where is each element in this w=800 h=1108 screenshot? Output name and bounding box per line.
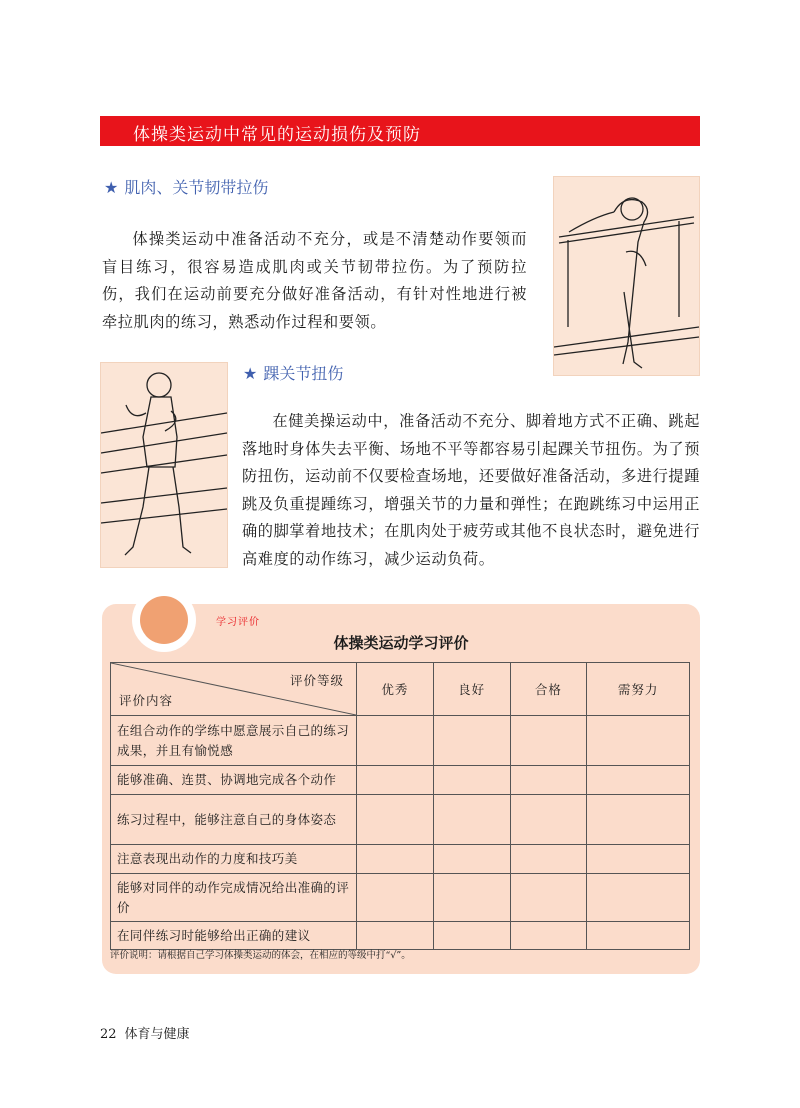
table-row <box>111 845 690 874</box>
row-item: 在组合动作的学练中愿意展示自己的练习成果，并且有愉悦感 <box>111 716 357 766</box>
jumping-illustration <box>100 362 228 568</box>
diagonal-header-cell <box>111 663 357 716</box>
book-title: 体育与健康 <box>124 1027 190 1042</box>
check-cell[interactable] <box>510 716 587 766</box>
check-cell[interactable] <box>587 922 690 950</box>
section-title: 体操类运动中常见的运动损伤及预防 <box>133 125 421 145</box>
check-cell[interactable] <box>357 716 434 766</box>
subheading-text: 踝关节扭伤 <box>263 364 344 383</box>
table-row <box>111 766 690 795</box>
check-cell[interactable] <box>587 874 690 922</box>
stretching-illustration <box>553 176 700 376</box>
page-number: 22 <box>100 1027 117 1042</box>
level-pass: 合格 <box>510 663 587 716</box>
row-item: 练习过程中，能够注意自己的身体姿态 <box>111 795 357 845</box>
check-cell[interactable] <box>433 874 510 922</box>
table-row <box>111 716 690 766</box>
jumping-figure-icon <box>101 363 227 567</box>
evaluation-table <box>110 662 690 950</box>
check-cell[interactable] <box>357 795 434 845</box>
evaluation-note: 评价说明：请根据自己学习体操类运动的体会，在相应的等级中打“√”。 <box>110 950 411 961</box>
check-cell[interactable] <box>357 874 434 922</box>
row-item: 能够对同伴的动作完成情况给出准确的评价 <box>111 874 357 922</box>
check-cell[interactable] <box>510 922 587 950</box>
stretching-figure-icon <box>554 177 699 375</box>
evaluation-table-title: 体操类运动学习评价 <box>333 634 469 652</box>
check-cell[interactable] <box>510 766 587 795</box>
page-footer <box>100 1023 190 1042</box>
check-cell[interactable] <box>357 922 434 950</box>
check-cell[interactable] <box>433 716 510 766</box>
row-item: 在同伴练习时能够给出正确的建议 <box>111 922 357 950</box>
subheading-ankle-sprain <box>243 361 343 384</box>
table-row <box>111 795 690 845</box>
header-level-label: 评价等级 <box>289 673 344 688</box>
star-icon: ★ <box>104 178 119 197</box>
level-needs-effort: 需努力 <box>587 663 690 716</box>
paragraph-ankle-sprain: 在健美操运动中，准备活动不充分、脚着地方式不正确、跳起落地时身体失去平衡、场地不平等都容易引起踝关节扭伤。为了预防扭伤，运动前不仅要检查场地，还要做好准备活动，多进行提踵跳及负重提踵练习，增强关节的力量和弹性；在跑跳练习中运用正确的脚掌着地技术；在肌肉处于疲劳或其他不良状态时，避免进行高难度的动作练习，减少运动负荷。 <box>242 412 700 568</box>
table-row <box>111 922 690 950</box>
table-row <box>111 874 690 922</box>
level-excellent: 优秀 <box>357 663 434 716</box>
check-cell[interactable] <box>587 845 690 874</box>
star-icon: ★ <box>243 364 258 383</box>
paragraph-muscle-strain: 体操类运动中准备活动不充分，或是不清楚动作要领而盲目练习，很容易造成肌肉或关节韧带拉伤。为了预防拉伤，我们在运动前要充分做好准备活动，有针对性地进行被牵拉肌肉的练习，熟悉动作过程和要领。 <box>102 230 527 331</box>
check-cell[interactable] <box>357 766 434 795</box>
check-cell[interactable] <box>510 845 587 874</box>
check-cell[interactable] <box>357 845 434 874</box>
check-cell[interactable] <box>587 716 690 766</box>
check-cell[interactable] <box>433 922 510 950</box>
section-banner <box>100 116 700 146</box>
check-cell[interactable] <box>433 795 510 845</box>
check-cell[interactable] <box>587 795 690 845</box>
subheading-text: 肌肉、关节韧带拉伤 <box>124 178 269 197</box>
check-cell[interactable] <box>510 795 587 845</box>
row-item: 注意表现出动作的力度和技巧美 <box>111 845 357 874</box>
check-cell[interactable] <box>433 845 510 874</box>
header-content-label: 评价内容 <box>119 693 174 708</box>
subheading-muscle-strain <box>104 175 268 198</box>
check-cell[interactable] <box>510 874 587 922</box>
level-good: 良好 <box>433 663 510 716</box>
check-cell[interactable] <box>587 766 690 795</box>
check-cell[interactable] <box>433 766 510 795</box>
row-item: 能够准确、连贯、协调地完成各个动作 <box>111 766 357 795</box>
table-header-row <box>111 663 690 716</box>
evaluation-badge-label: 学习评价 <box>216 617 260 628</box>
